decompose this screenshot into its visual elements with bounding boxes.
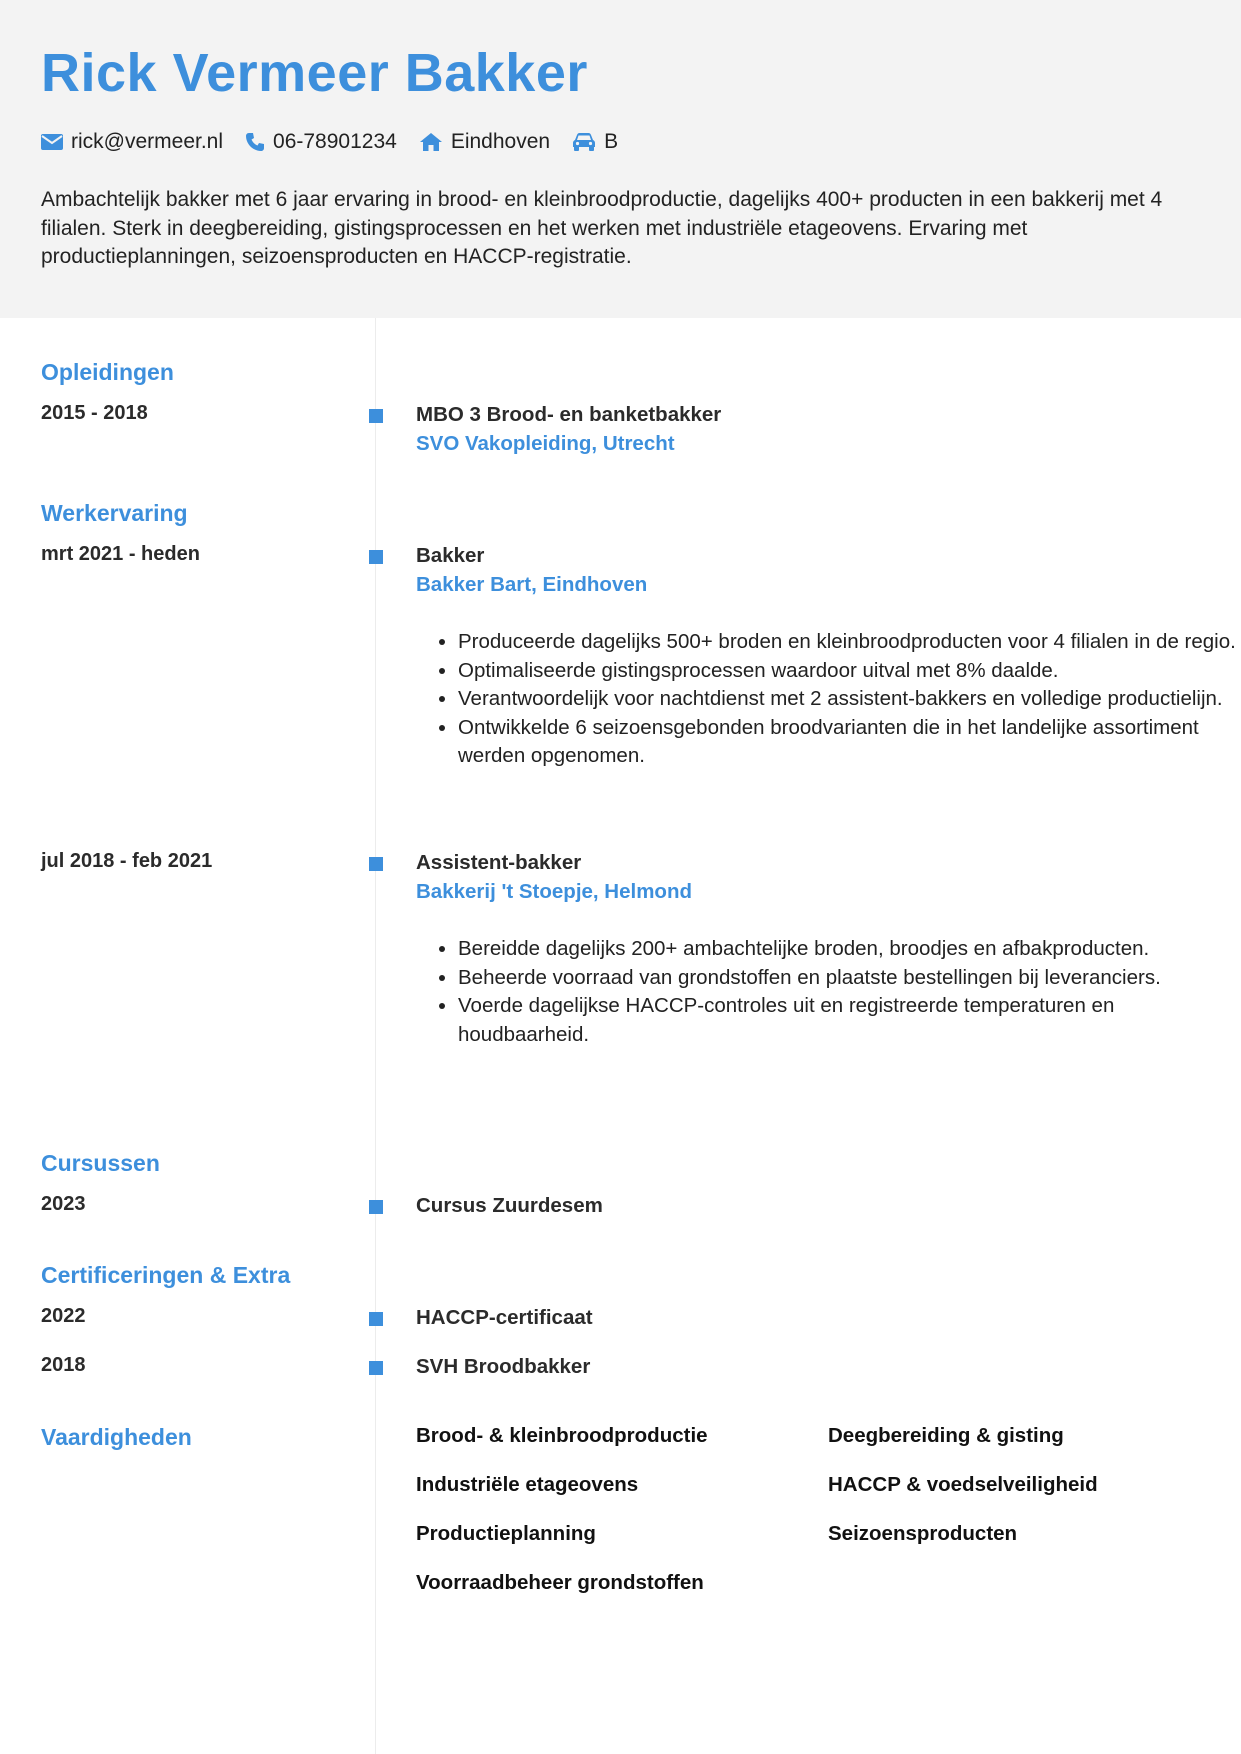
skill-item: Industriële etageovens	[416, 1473, 639, 1496]
timeline-marker	[369, 857, 383, 871]
experience-bullets	[416, 628, 1241, 771]
skill-item: Seizoensproducten	[828, 1522, 1018, 1545]
list-item: • Ontwikkelde 6 seizoensgebonden broodvarianten die in het landelijke assortiment werden opgenomen.	[458, 714, 1241, 771]
experience-date: mrt 2021 - heden	[41, 543, 200, 565]
section-title-experience: Werkervaring	[41, 500, 188, 526]
contact-license	[572, 130, 618, 154]
certification-date: 2022	[41, 1305, 86, 1327]
list-item: • Optimaliseerde gistingsprocessen waardoor uitval met 8% daalde.	[458, 657, 1241, 686]
contact-email[interactable]	[41, 130, 223, 154]
skill-item: Voorraadbeheer grondstoffen	[416, 1571, 704, 1594]
job-title: Bakker	[416, 544, 485, 567]
list-item: • Bereidde dagelijks 200+ ambachtelijke broden, broodjes en afbakproducten.	[458, 935, 1241, 964]
education-date: 2015 - 2018	[41, 402, 148, 424]
experience-date: jul 2018 - feb 2021	[41, 850, 213, 872]
certification-date: 2018	[41, 1354, 86, 1376]
phone-icon	[245, 132, 265, 152]
list-item: • Verantwoordelijk voor nachtdienst met 2 assistent-bakkers en volledige productielijn.	[458, 685, 1241, 714]
skill-item: Deegbereiding & gisting	[828, 1424, 1064, 1447]
contact-city	[419, 130, 550, 154]
section-title-courses: Cursussen	[41, 1150, 160, 1176]
experience-entry	[416, 541, 1206, 599]
car-icon	[572, 132, 596, 152]
email-text: rick@vermeer.nl	[71, 130, 224, 153]
timeline-marker	[369, 1361, 383, 1375]
employer: Bakker Bart, Eindhoven	[416, 573, 648, 596]
timeline-marker	[369, 1200, 383, 1214]
list-item: • Beheerde voorraad van grondstoffen en plaatste bestellingen bij leveranciers.	[458, 964, 1241, 993]
license-text: B	[604, 130, 619, 153]
phone-text: 06-78901234	[273, 130, 397, 153]
job-title: Assistent-bakker	[416, 851, 582, 874]
certification-entry	[416, 1352, 1206, 1381]
section-title-education: Opleidingen	[41, 359, 174, 385]
envelope-icon	[41, 134, 63, 150]
education-title: MBO 3 Brood- en banketbakker	[416, 403, 722, 426]
profile-summary: Ambachtelijk bakker met 6 jaar ervaring in brood- en kleinbroodproductie, dagelijks 400+ producten in een bakkerij met 4 filialen. Sterk in deegbereiding, gistingsprocessen en het werken met industriële etageovens. Ervaring met productieplanningen, seizoensproducten en HACCP-registratie.	[41, 188, 1163, 268]
city-text: Eindhoven	[450, 130, 551, 153]
timeline-marker	[369, 550, 383, 564]
course-date: 2023	[41, 1193, 86, 1215]
experience-entry	[416, 848, 1206, 906]
timeline-divider	[375, 318, 376, 1754]
section-title-skills: Vaardigheden	[41, 1424, 192, 1450]
home-icon	[419, 132, 443, 152]
skill-item: Productieplanning	[416, 1522, 596, 1545]
timeline-marker	[369, 409, 383, 423]
candidate-name: Rick Vermeer Bakker	[41, 43, 588, 103]
experience-bullets	[416, 935, 1241, 1049]
certification-title: SVH Broodbakker	[416, 1355, 591, 1378]
skill-item: HACCP & voedselveiligheid	[828, 1473, 1098, 1496]
course-title: Cursus Zuurdesem	[416, 1194, 603, 1217]
header	[0, 0, 1241, 318]
certification-title: HACCP-certificaat	[416, 1306, 593, 1329]
employer: Bakkerij 't Stoepje, Helmond	[416, 880, 692, 903]
skill-item: Brood- & kleinbroodproductie	[416, 1424, 708, 1447]
certification-entry	[416, 1303, 1206, 1332]
course-entry	[416, 1191, 1206, 1220]
contact-bar	[41, 128, 618, 156]
timeline-marker	[369, 1312, 383, 1326]
education-institution: SVO Vakopleiding, Utrecht	[416, 432, 675, 455]
list-item: • Produceerde dagelijks 500+ broden en kleinbroodproducten voor 4 filialen in de regio.	[458, 628, 1241, 657]
education-entry	[416, 400, 1206, 458]
list-item: • Voerde dagelijkse HACCP-controles uit en registreerde temperaturen en houdbaarheid.	[458, 992, 1241, 1049]
section-title-certifications: Certificeringen & Extra	[41, 1262, 291, 1288]
contact-phone[interactable]	[245, 130, 397, 154]
